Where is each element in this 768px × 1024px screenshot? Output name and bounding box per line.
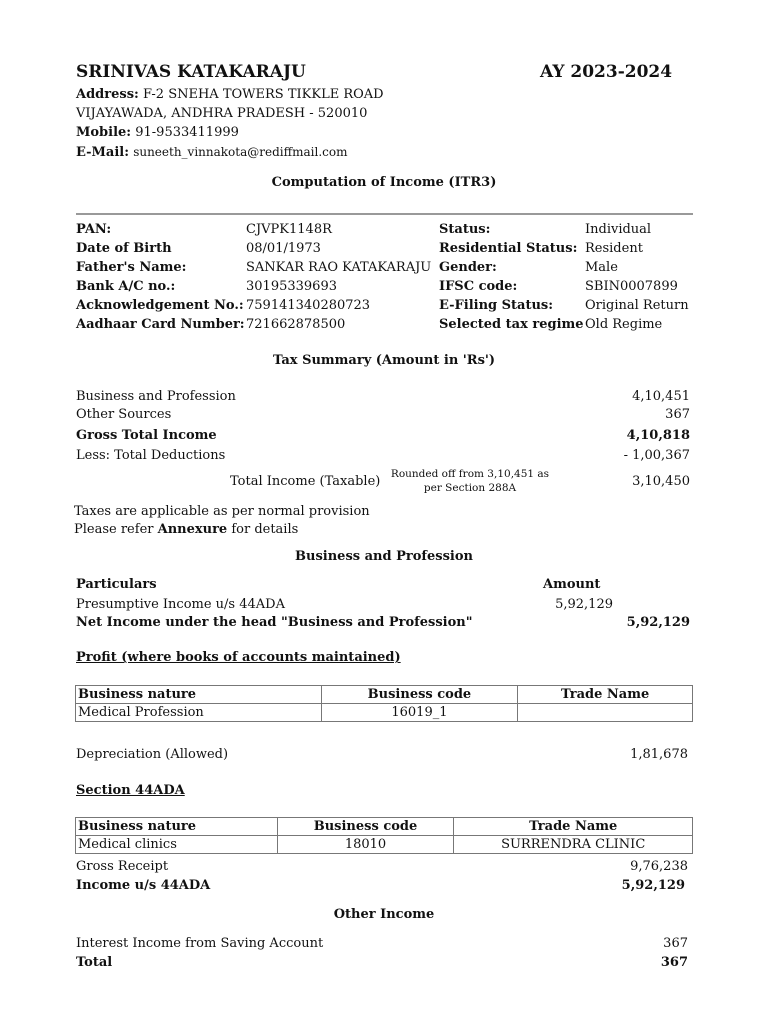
cell-trade-name: SURRENDRA CLINIC (454, 836, 693, 854)
status-label: Status: (439, 222, 491, 237)
father-name-value: SANKAR RAO KATAKARAJU (246, 260, 432, 275)
taxes-note: Taxes are applicable as per normal provision (74, 504, 370, 519)
residential-status-value: Resident (585, 241, 643, 256)
gender-value: Male (585, 260, 618, 275)
divider (76, 213, 693, 215)
gross-receipt-label: Gross Receipt (76, 859, 169, 874)
header-business-code: Business code (277, 818, 454, 836)
other-income-title: Other Income (333, 907, 435, 922)
address-line-2: VIJAYAWADA, ANDHRA PRADESH - 520010 (76, 106, 368, 121)
aadhaar-value: 721662878500 (246, 317, 346, 332)
presumptive-income-label: Presumptive Income u/s 44ADA (76, 597, 285, 612)
residential-status-label: Residential Status: (439, 241, 578, 256)
tax-regime-value: Old Regime (585, 317, 663, 332)
table-row (76, 836, 693, 854)
annexure-link: Annexure (157, 522, 228, 537)
efiling-status-label: E-Filing Status: (439, 298, 554, 313)
gross-total-value: 4,10,818 (626, 428, 690, 443)
email-label: E-Mail: (76, 145, 130, 160)
presumptive-income-value: 5,92,129 (555, 597, 613, 612)
assessment-year: AY 2023-2024 (540, 62, 673, 82)
father-name-label: Father's Name: (76, 260, 187, 275)
tax-summary-title: Tax Summary (Amount in 'Rs') (272, 353, 496, 368)
tax-regime-label: Selected tax regime (439, 317, 584, 332)
table-row (76, 704, 693, 722)
profit-table (75, 685, 693, 722)
cell-business-nature: Medical Profession (76, 704, 322, 722)
summary-business-value: 4,10,451 (632, 389, 690, 404)
header-trade-name: Trade Name (518, 686, 693, 704)
table-header-row (76, 686, 693, 704)
address-label: Address: (76, 87, 139, 102)
aadhaar-label: Aadhaar Card Number: (76, 317, 245, 332)
gross-receipt-value: 9,76,238 (630, 859, 688, 874)
summary-other-label: Other Sources (76, 407, 172, 422)
taxable-income-label: Total Income (Taxable) (230, 474, 381, 489)
cell-business-nature: Medical clinics (76, 836, 278, 854)
taxpayer-name: SRINIVAS KATAKARAJU (76, 62, 306, 82)
dob-value: 08/01/1973 (246, 241, 321, 256)
particulars-header: Particulars (76, 577, 157, 592)
net-income-label: Net Income under the head "Business and Profession" (76, 615, 473, 630)
header-trade-name: Trade Name (454, 818, 693, 836)
pan-value: CJVPK1148R (246, 222, 332, 237)
efiling-status-value: Original Return (585, 298, 689, 313)
depreciation-label: Depreciation (Allowed) (76, 747, 229, 762)
net-income-value: 5,92,129 (626, 615, 690, 630)
email-value: suneeth_vinnakota@rediffmail.com (133, 145, 348, 159)
profit-section-title: Profit (where books of accounts maintained) (76, 650, 401, 665)
section-44ada-table (75, 817, 693, 854)
amount-header: Amount (543, 577, 601, 592)
status-value: Individual (585, 222, 652, 237)
depreciation-value: 1,81,678 (630, 747, 688, 762)
cell-trade-name (518, 704, 693, 722)
interest-income-value: 367 (663, 936, 688, 951)
section-44ada-title: Section 44ADA (76, 783, 185, 798)
gross-total-label: Gross Total Income (76, 428, 217, 443)
deductions-value: - 1,00,367 (623, 448, 690, 463)
other-income-total-label: Total (76, 955, 113, 970)
pan-label: PAN: (76, 222, 112, 237)
mobile-line (76, 125, 239, 140)
document-title: Computation of Income (ITR3) (271, 175, 497, 190)
gender-label: Gender: (439, 260, 497, 275)
address-line-1 (76, 87, 384, 102)
deductions-label: Less: Total Deductions (76, 448, 226, 463)
income-44ada-value: 5,92,129 (621, 878, 685, 893)
summary-business-label: Business and Profession (76, 389, 236, 404)
address-value: F-2 SNEHA TOWERS TIKKLE ROAD (142, 87, 384, 102)
header-business-nature: Business nature (76, 686, 322, 704)
interest-income-label: Interest Income from Saving Account (76, 936, 324, 951)
summary-other-value: 367 (665, 407, 690, 422)
income-44ada-label: Income u/s 44ADA (76, 878, 211, 893)
rounding-note: Rounded off from 3,10,451 as per Section 288A (390, 468, 550, 494)
ifsc-label: IFSC code: (439, 279, 518, 294)
ack-no-label: Acknowledgement No.: (76, 298, 244, 313)
bank-account-label: Bank A/C no.: (76, 279, 176, 294)
taxable-income-value: 3,10,450 (632, 474, 690, 489)
annexure-prefix: Please refer (74, 522, 158, 537)
annexure-note (74, 522, 298, 537)
mobile-label: Mobile: (76, 125, 132, 140)
email-line (76, 145, 348, 160)
header-business-nature: Business nature (76, 818, 278, 836)
header-business-code: Business code (321, 686, 518, 704)
table-header-row (76, 818, 693, 836)
bank-account-value: 30195339693 (246, 279, 337, 294)
ifsc-value: SBIN0007899 (585, 279, 678, 294)
cell-business-code: 18010 (277, 836, 454, 854)
business-title: Business and Profession (295, 549, 473, 564)
cell-business-code: 16019_1 (321, 704, 518, 722)
mobile-value: 91-9533411999 (135, 125, 239, 140)
other-income-total-value: 367 (660, 955, 688, 970)
ack-no-value: 759141340280723 (246, 298, 371, 313)
annexure-suffix: for details (227, 522, 299, 537)
dob-label: Date of Birth (76, 241, 172, 256)
